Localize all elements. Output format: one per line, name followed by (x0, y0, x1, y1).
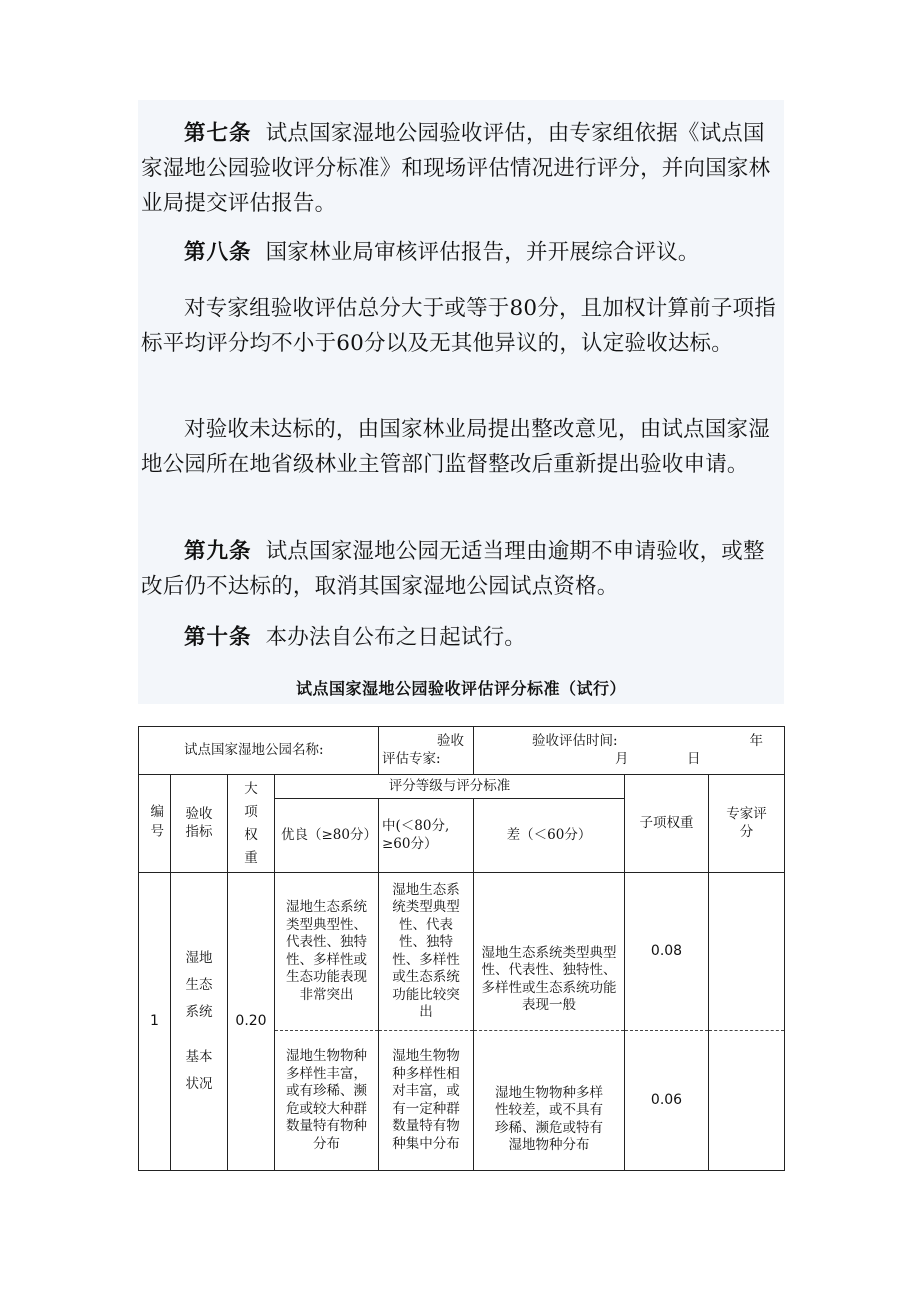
table-title: 试点国家湿地公园验收评估评分标准（试行） (295, 679, 626, 698)
expert-label-line-1: 验收 (437, 733, 464, 749)
row-indicator-line-2: 基本状况 (185, 1049, 213, 1092)
row-major-weight: 0.20 (228, 873, 275, 1171)
article-8-para-3 (141, 412, 781, 482)
col-header-indicator: 验收指标 (171, 775, 228, 873)
col-header-mid-line-2: ≥60分） (382, 835, 438, 852)
col-header-sub-weight: 子项权重 (625, 775, 709, 873)
row-expert-score-1[interactable] (709, 873, 785, 1031)
col-header-mid-line-1: 中(＜80分, (382, 818, 450, 834)
row-good-1: 湿地生态系统类型典型性、代表性、独特性、多样性或生态功能表现非常突出 (275, 873, 379, 1031)
table-header-row-1 (139, 775, 785, 799)
col-header-poor: 差（＜60分） (474, 799, 625, 873)
row-indicator (171, 873, 228, 1171)
row-poor-2: 湿地生物物种多样性较差，或不具有珍稀、濒危或特有湿地物种分布 (474, 1031, 625, 1171)
scoring-table (138, 726, 785, 1171)
article-8-para-2 (141, 291, 781, 361)
article-body: 对专家组验收评估总分大于或等于80分，且加权计算前子项指标平均评分均不小于60分以及无其他异议的，认定验收达标。 (141, 296, 776, 356)
row-mid-1: 湿地生态系统类型典型性、代表性、独特性、多样性或生态系统功能比较突出 (379, 873, 474, 1031)
park-name-label: 试点国家湿地公园名称: (139, 727, 379, 775)
day-label: 日 (687, 750, 701, 767)
article-body: 国家林业局审核评估报告，并开展综合评议。 (265, 240, 700, 265)
col-header-no: 编号 (139, 775, 171, 873)
article-10 (141, 620, 781, 655)
table-header-row-info (139, 727, 785, 775)
article-heading: 第八条 (184, 240, 252, 265)
year-label: 年 (749, 732, 764, 749)
col-header-mid (379, 799, 474, 873)
row-sub-weight-2: 0.06 (625, 1031, 709, 1171)
expert-label-line-2: 评估专家: (382, 750, 441, 767)
col-header-major-weight: 大项权重 (228, 775, 275, 873)
expert-label-cell (379, 727, 474, 775)
article-7 (141, 116, 781, 221)
col-header-grade-group: 评分等级与评分标准 (275, 775, 625, 799)
article-body: 对验收未达标的，由国家林业局提出整改意见，由试点国家湿地公园所在地省级林业主管部门监督整改后重新提出验收申请。 (141, 417, 770, 477)
article-8 (141, 235, 781, 270)
article-9 (141, 534, 781, 604)
article-body: 试点国家湿地公园验收评估，由专家组依据《试点国家湿地公园验收评分标准》和现场评估情况进行评分，并向国家林业局提交评估报告。 (141, 121, 771, 216)
row-sub-weight-1: 0.08 (625, 873, 709, 1031)
row-mid-2: 湿地生物物种多样性相对丰富，或有一定种群数量特有物种集中分布 (379, 1031, 474, 1171)
row-good-2: 湿地生物物种多样性丰富，或有珍稀、濒危或较大种群数量特有物种分布 (275, 1031, 379, 1171)
col-header-good: 优良（≥80分） (275, 799, 379, 873)
row-poor-1: 湿地生态系统类型典型性、代表性、独特性、多样性或生态系统功能表现一般 (474, 873, 625, 1031)
article-heading: 第七条 (184, 121, 252, 146)
article-body: 本办法自公布之日起试行。 (265, 625, 526, 650)
table-row (139, 873, 785, 1031)
row-expert-score-2[interactable] (709, 1031, 785, 1171)
article-body: 试点国家湿地公园无适当理由逾期不申请验收，或整改后仍不达标的，取消其国家湿地公园试点资格。 (141, 539, 765, 599)
article-heading: 第九条 (184, 539, 252, 564)
month-label: 月 (615, 750, 629, 767)
col-header-expert-score: 专家评分 (709, 775, 785, 873)
row-indicator-line-1: 湿地生态系统 (185, 950, 213, 1020)
eval-time-label: 验收评估时间: (532, 732, 618, 749)
article-heading: 第十条 (184, 625, 252, 650)
eval-time-cell (474, 727, 785, 775)
row-no: 1 (139, 873, 171, 1171)
